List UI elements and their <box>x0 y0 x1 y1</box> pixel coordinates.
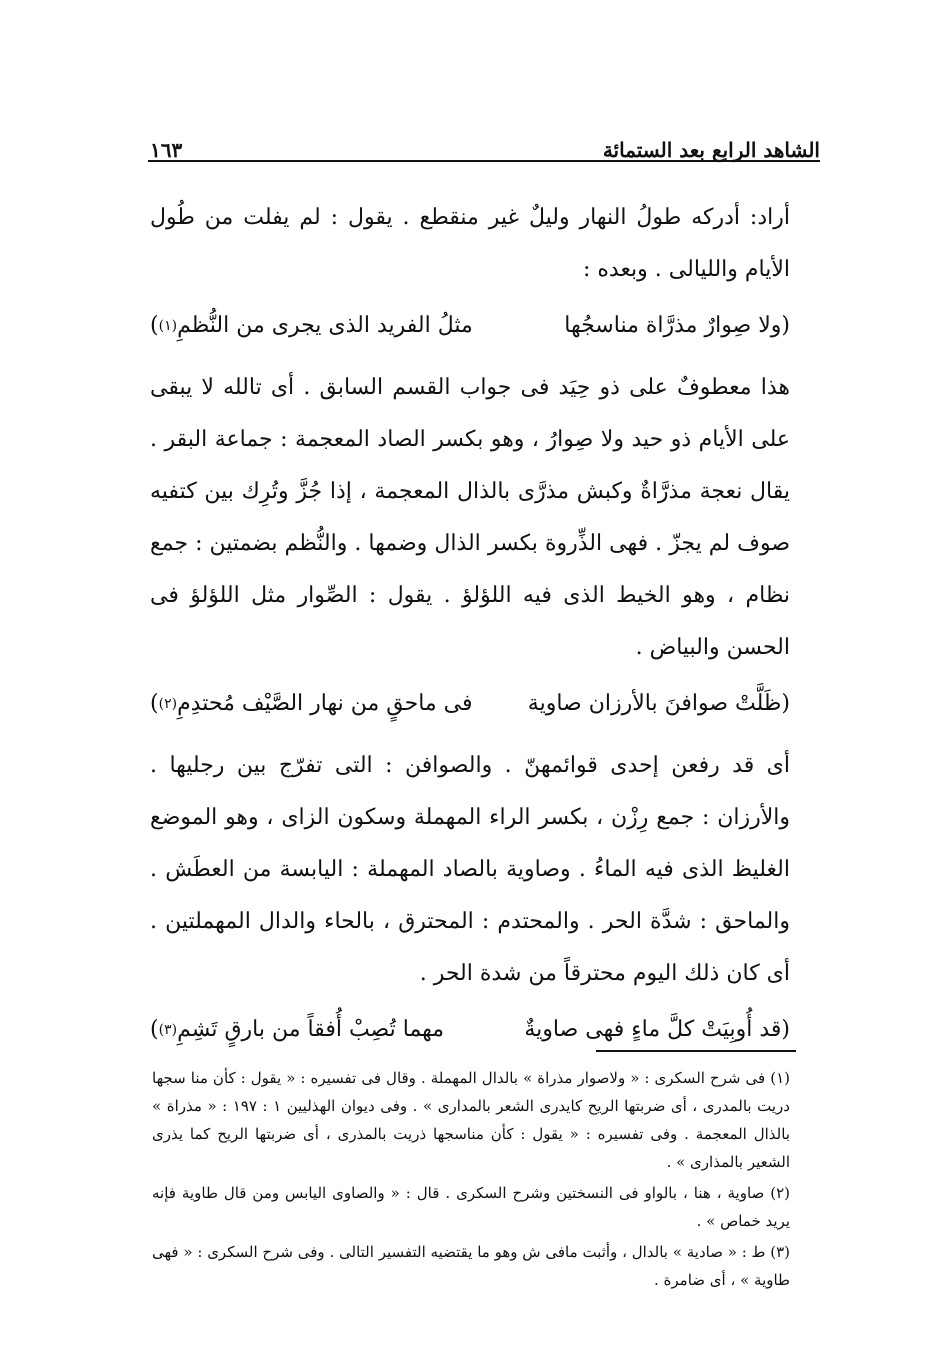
page-number: ١٦٣ <box>150 138 183 162</box>
verse-1-second-hemistich: مثلُ الفريد الذى يجرى من النُّظمِ <box>177 313 473 338</box>
footnote-mark-2: (٢) <box>158 696 178 712</box>
verse-2-first-hemistich: ظَلَّتْ صوافنَ بالأرزان صاوية <box>527 691 782 716</box>
verse-2 <box>150 678 790 730</box>
paragraph-2: هذا معطوفٌ على ذو حِيَد فى جواب القسم السابق . أى تالله لا يبقى على الأيام ذو حيد ولا صِوارُ ، وهو بكسر الصاد المعجمة : جماعة البقر . يقال نعجة مذرَّاةٌ وكبش مذرَّى بالذال المعجمة ، إذا جُزَّ وتُرِك بين كتفيه صوف لم يجزّ . فهى الذِّروة بكسر الذال وضمها . والنُّظم بضمتين : جمع نظام ، وهو الخيط الذى فيه اللؤلؤ . يقول : الصِّوار مثل اللؤلؤ فى الحسن والبياض . <box>150 375 791 660</box>
verse-3-first-hemistich: قد أُوبِيَتْ كلَّ ماءٍ فهى صاويةٌ <box>524 1017 782 1042</box>
verse-3-second-hemistich: مهما تُصِبْ أُفقاً من بارقٍ تَشِمِ <box>177 1017 445 1042</box>
running-title: الشاهد الرابع بعد الستمائة <box>602 138 820 162</box>
footnotes <box>152 1064 790 1297</box>
page-header <box>150 128 820 162</box>
footnote-mark-3: (٣) <box>158 1022 178 1038</box>
footnote-2: (٢) صاوية ، هنا ، بالواو فى النسختين وشرح السكرى . قال : « والصاوى اليابس ومن قال طاوية فإنه يريد خماص » . <box>152 1184 790 1230</box>
verse-3 <box>150 1004 790 1056</box>
verse-3-open: ( <box>781 1017 790 1042</box>
footnote-1: (١) فى شرح السكرى : « ولاصوار مذراة » بالدال المهملة . وقال فى تفسيره : « يقول : كأن منا سجها دريت بالمدرى ، أى ضربتها الريح كايدرى الشعر بالمدارى » . وفى ديوان الهذليين ١ : ١٩٧ : « مذراة » بالذال المعجمة . وفى تفسيره : « يقول : كأن مناسجها ذريت بالمذرى ، أى ضربتها الريح كما يذرى الشعير بالمذارى » . <box>152 1069 790 1171</box>
paragraph-3: أى قد رفعن إحدى قوائمهنّ . والصوافن : التى تفرّج بين رجليها . والأرزان : جمع رِزْن ، بكسر الراء المهملة وسكون الزاى ، وهو الموضع الغليظ الذى فيه الماءُ . وصاوية بالصاد المهملة : اليابسة من العطَش . والماحق : شدَّة الحر . والمحتدم : المحترق ، بالحاء والدال المهملتين . أى كان ذلك اليوم محترقاً من شدة الحر . <box>150 753 790 986</box>
footnote-rule <box>596 1050 796 1052</box>
paragraph-1: أراد: أدركه طولُ النهار وليلٌ غير منقطع . يقول : لم يفلت من طُول الأيام والليالى . وبعده : <box>150 205 790 282</box>
footnote-mark-1: (١) <box>158 318 178 334</box>
verse-1 <box>150 300 790 352</box>
verse-1-close: ) <box>150 313 159 338</box>
verse-3-close: ) <box>150 1017 159 1042</box>
main-text <box>150 192 790 1066</box>
verse-1-first-hemistich: ولا صِوارٌ مذرَّاة مناسجُها <box>564 313 782 338</box>
header-rule <box>148 160 820 162</box>
verse-2-open: ( <box>781 691 790 716</box>
verse-2-close: ) <box>150 691 159 716</box>
verse-2-second-hemistich: فى ماحقٍ من نهار الصَّيْف مُحتدِمِ <box>177 691 473 716</box>
verse-1-open: ( <box>781 313 790 338</box>
footnote-3: (٣) ط : « صادية » بالدال ، وأثبت مافى ش وهو ما يقتضيه التفسير التالى . وفى شرح السكرى : « فهى طاوية » ، أى ضامرة . <box>152 1243 790 1289</box>
